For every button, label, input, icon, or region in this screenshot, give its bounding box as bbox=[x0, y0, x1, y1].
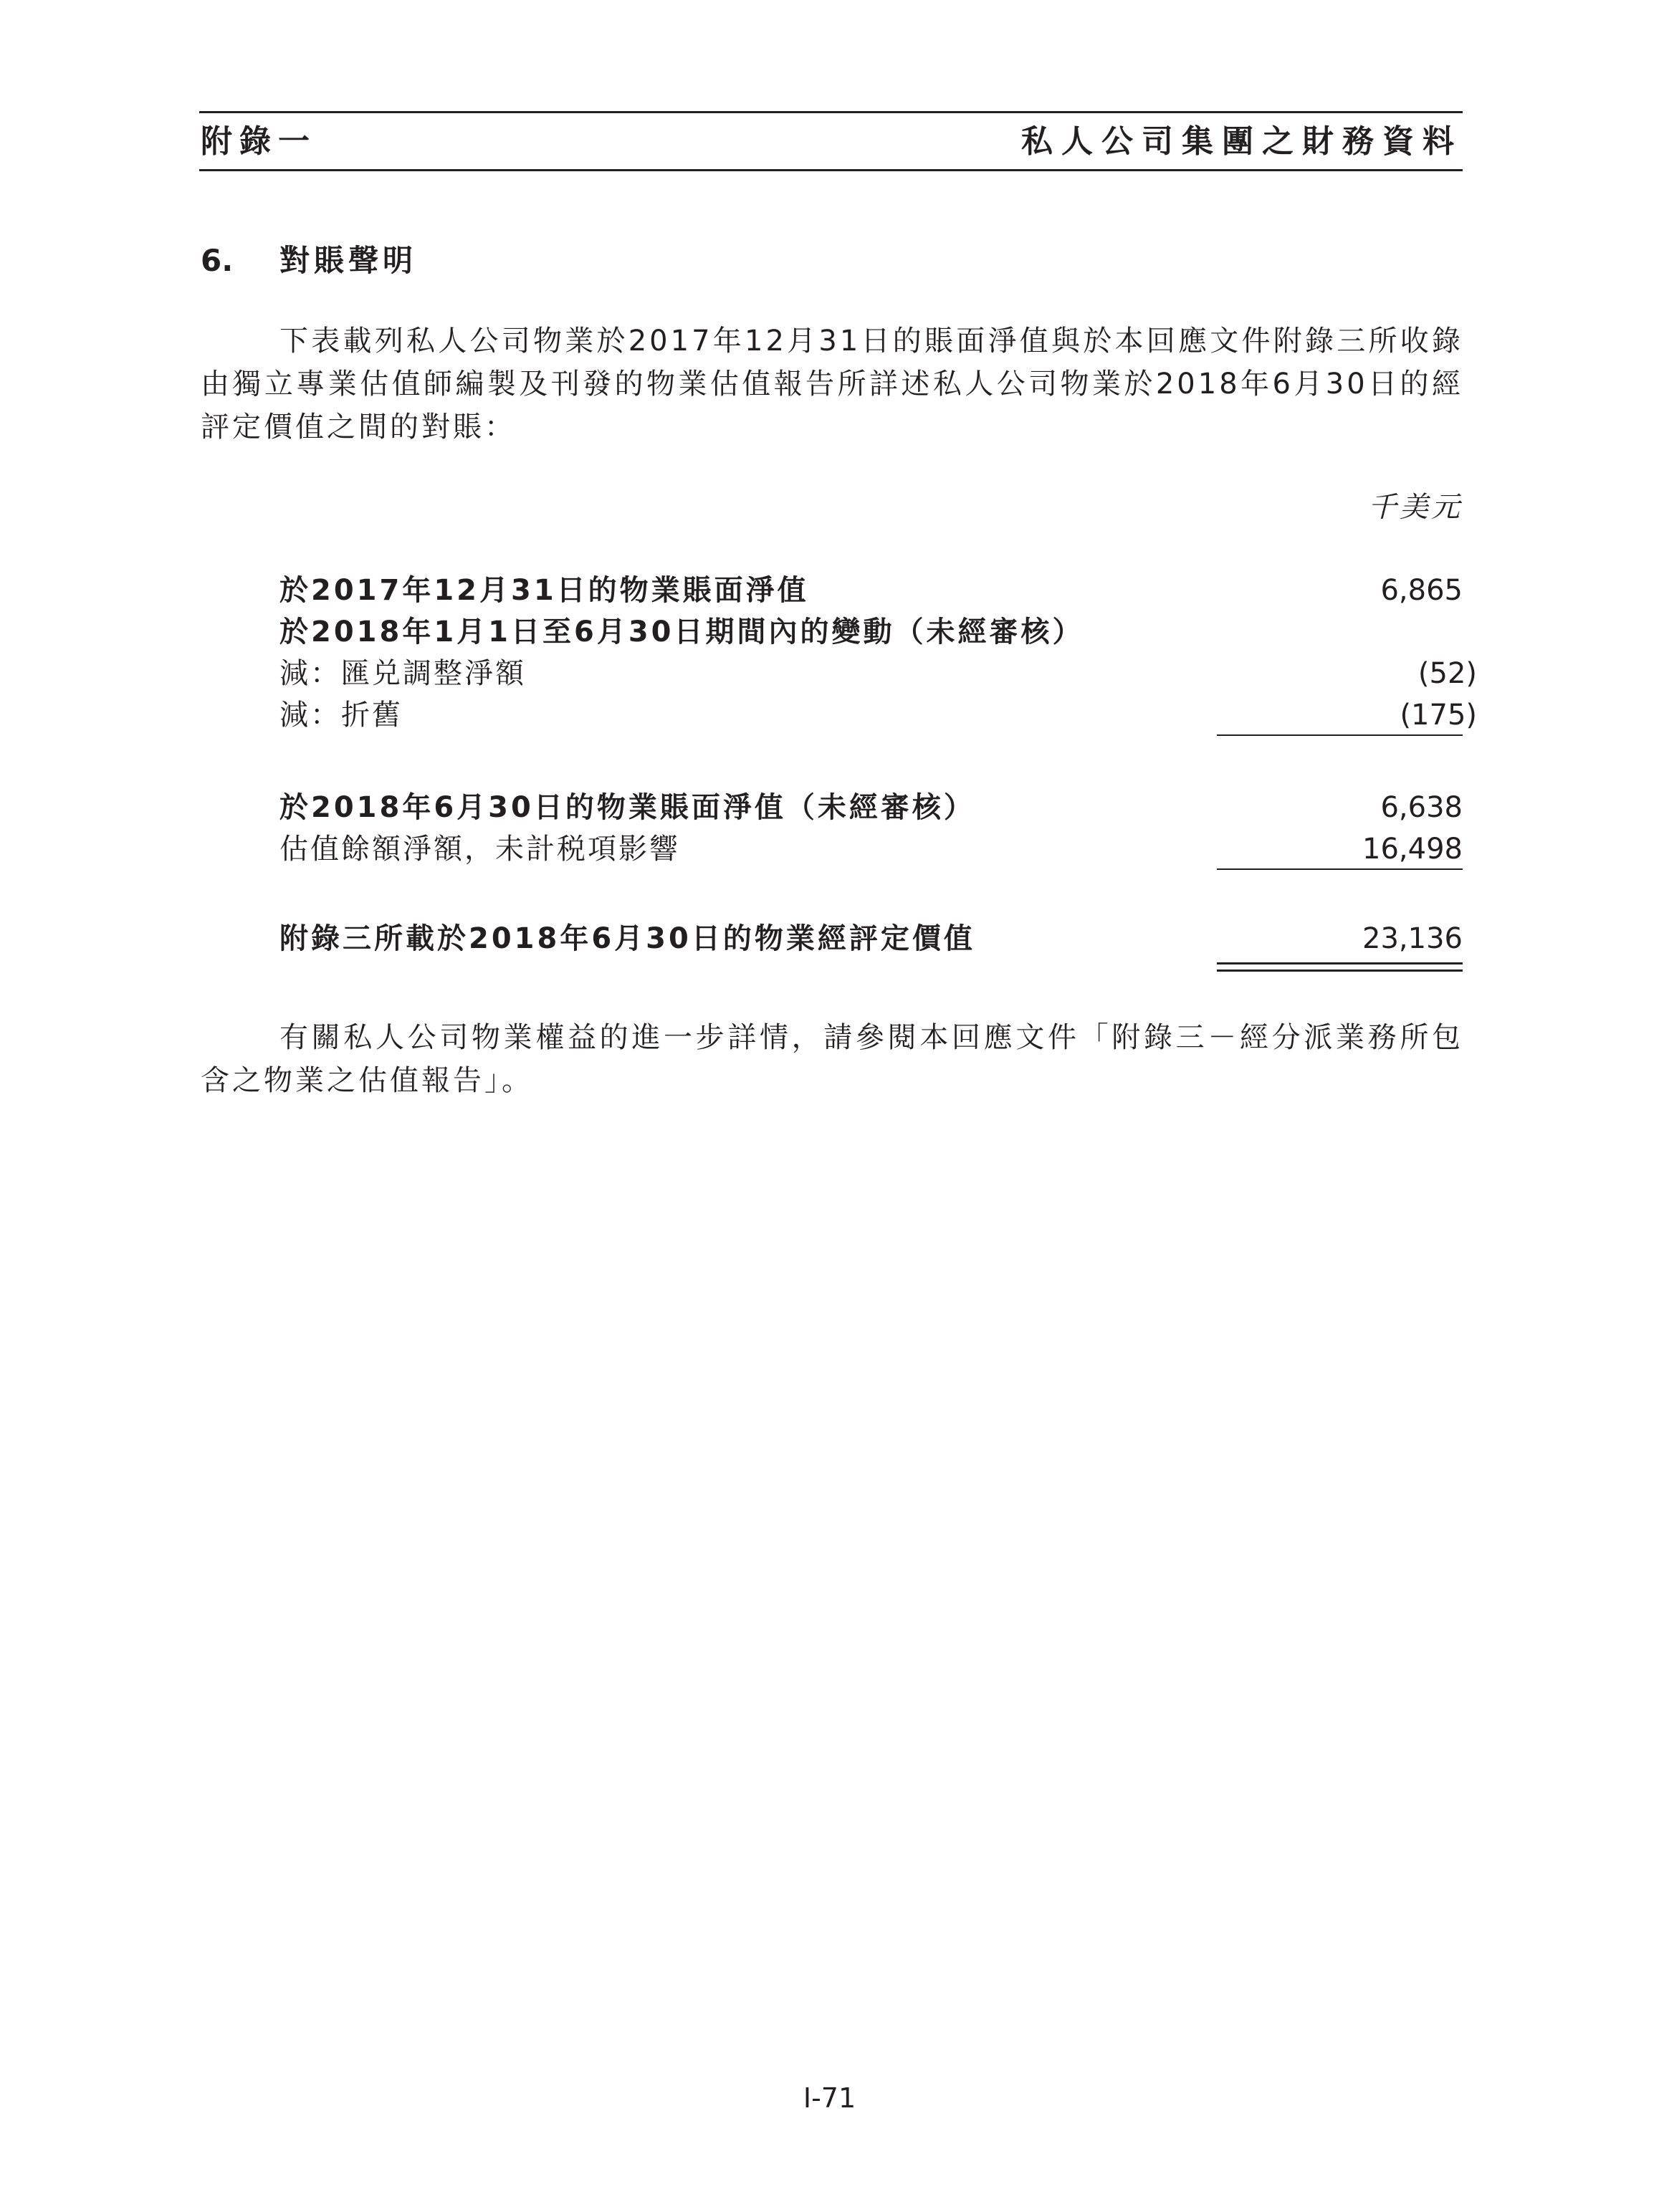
table-row-label: 估值餘額淨額，未計税項影響 bbox=[279, 833, 680, 866]
section-title: 對賬聲明 bbox=[279, 243, 418, 278]
header-bottom-rule bbox=[199, 169, 1463, 171]
total-double-rule-lower bbox=[1217, 969, 1463, 972]
table-row-label: 於2018年1月1日至6月30日期間內的變動（未經審核） bbox=[279, 616, 1084, 648]
unit-label: 千美元 bbox=[1368, 491, 1463, 524]
table-row-value: 6,865 bbox=[1380, 574, 1463, 607]
table-row-value: (175) bbox=[1400, 699, 1477, 732]
table-row-label: 減：折舊 bbox=[279, 699, 403, 732]
closing-paragraph: 有關私人公司物業權益的進一步詳情，請參閱本回應文件「附錄三－經分派業務所包含之物業之估值報告」。 bbox=[201, 1021, 1463, 1097]
header-section-title: 私人公司集團之財務資料 bbox=[1021, 123, 1463, 160]
table-row-value: (52) bbox=[1417, 657, 1477, 690]
header-top-rule bbox=[199, 111, 1463, 113]
table-row-label: 於2017年12月31日的物業賬面淨值 bbox=[279, 574, 809, 607]
total-double-rule-upper bbox=[1217, 962, 1463, 964]
table-row-label: 於2018年6月30日的物業賬面淨值（未經審核） bbox=[279, 791, 975, 824]
intro-paragraph: 下表載列私人公司物業於2017年12月31日的賬面淨值與於本回應文件附錄三所收錄由獨立專業估值師編製及刊發的物業估值報告所詳述私人公司物業於2018年6月30日的經評定價值之間的對賬： bbox=[201, 325, 1463, 444]
table-row-label: 減：匯兑調整淨額 bbox=[279, 657, 526, 690]
header-appendix-label: 附錄一 bbox=[201, 123, 317, 160]
table-row-value: 23,136 bbox=[1362, 922, 1463, 955]
table-row-label: 附錄三所載於2018年6月30日的物業經評定價值 bbox=[279, 922, 975, 955]
section-number: 6. bbox=[201, 243, 234, 278]
table-row-value: 6,638 bbox=[1380, 791, 1463, 824]
page-number: I-71 bbox=[803, 2082, 856, 2114]
subtotal-rule bbox=[1217, 868, 1463, 870]
subtotal-rule bbox=[1217, 734, 1463, 736]
table-row-value: 16,498 bbox=[1362, 833, 1463, 866]
